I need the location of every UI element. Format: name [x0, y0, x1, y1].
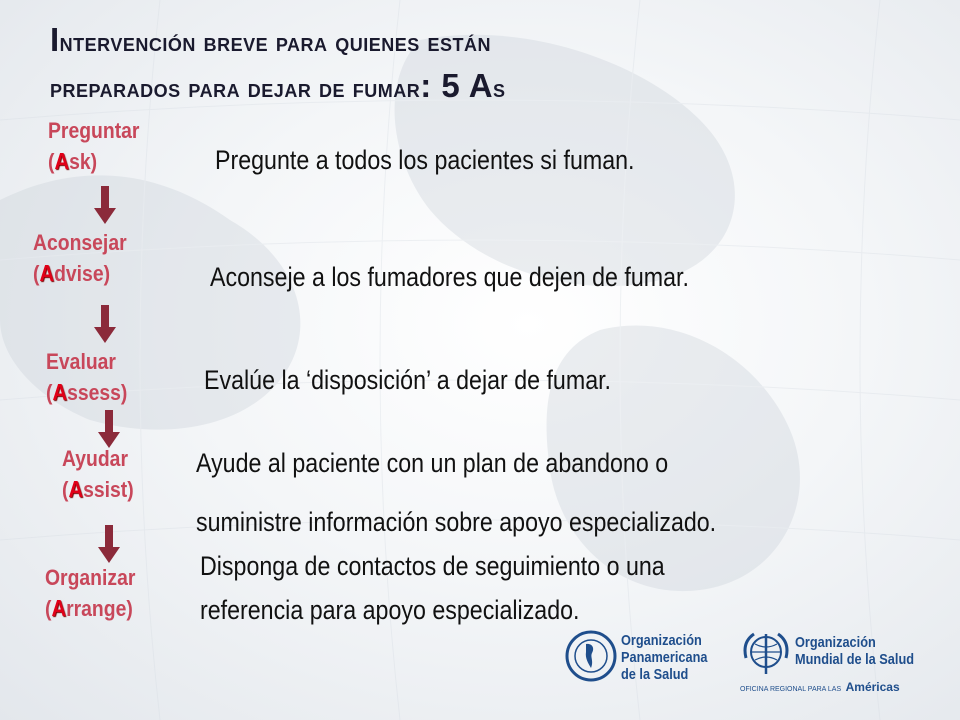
step-letter: A	[51, 595, 67, 621]
step-description: Pregunte a todos los pacientes si fuman.	[215, 145, 635, 175]
arrow-down-icon	[94, 186, 116, 224]
step-label: Evaluar	[46, 349, 116, 374]
step-letter: A	[52, 379, 68, 405]
step-description-line2: referencia para apoyo especializado.	[200, 595, 580, 625]
who-name-line1: Organización	[795, 634, 876, 651]
title-initial: I	[50, 21, 60, 58]
who-region	[740, 678, 900, 696]
paho-logo	[555, 628, 730, 690]
title-line1: ntervención breve para quienes están	[59, 27, 491, 57]
step-arrange: Organizar (Arrange)	[45, 562, 135, 624]
step-description-line1: Disponga de contactos de seguimiento o una	[200, 551, 665, 581]
who-region-name: Américas	[845, 680, 900, 694]
step-letter: A	[54, 148, 70, 174]
paho-emblem-icon	[565, 630, 617, 682]
title-line2-mid: : 5 A	[420, 67, 494, 104]
step-label: Preguntar	[48, 118, 140, 143]
step-ask: Preguntar (Ask)	[48, 115, 139, 177]
step-description-line2: suministre información sobre apoyo especializado.	[196, 507, 717, 537]
paho-name-line2: Panamericana	[621, 649, 708, 666]
step-assess: Evaluar (Assess)	[46, 346, 127, 408]
step-assist: Ayudar (Assist)	[62, 443, 134, 505]
title-line2-end: s	[493, 73, 506, 103]
step-letter: A	[39, 260, 55, 286]
who-name-line2: Mundial de la Salud	[795, 651, 915, 668]
arrow-down-icon	[98, 525, 120, 563]
title-line2: preparados para dejar de fumar	[50, 73, 421, 103]
step-label: Organizar	[45, 565, 136, 590]
who-logo	[740, 628, 930, 694]
paho-name-line1: Organización	[621, 632, 702, 649]
step-label: Ayudar	[62, 446, 128, 471]
step-description: Evalúe la ‘disposición’ a dejar de fumar.	[204, 365, 612, 395]
paho-name-line3: de la Salud	[621, 666, 689, 683]
step-description-line1: Ayude al paciente con un plan de abandono o	[196, 448, 669, 478]
arrow-down-icon	[94, 305, 116, 343]
who-emblem-icon	[740, 630, 792, 678]
step-label: Aconsejar	[33, 230, 127, 255]
step-description: Aconseje a los fumadores que dejen de fumar.	[210, 262, 689, 292]
who-region-prefix: OFICINA REGIONAL PARA LAS	[740, 686, 842, 693]
step-advise: Aconsejar (Advise)	[33, 227, 127, 289]
slide-title	[50, 18, 930, 110]
step-letter: A	[68, 476, 84, 502]
